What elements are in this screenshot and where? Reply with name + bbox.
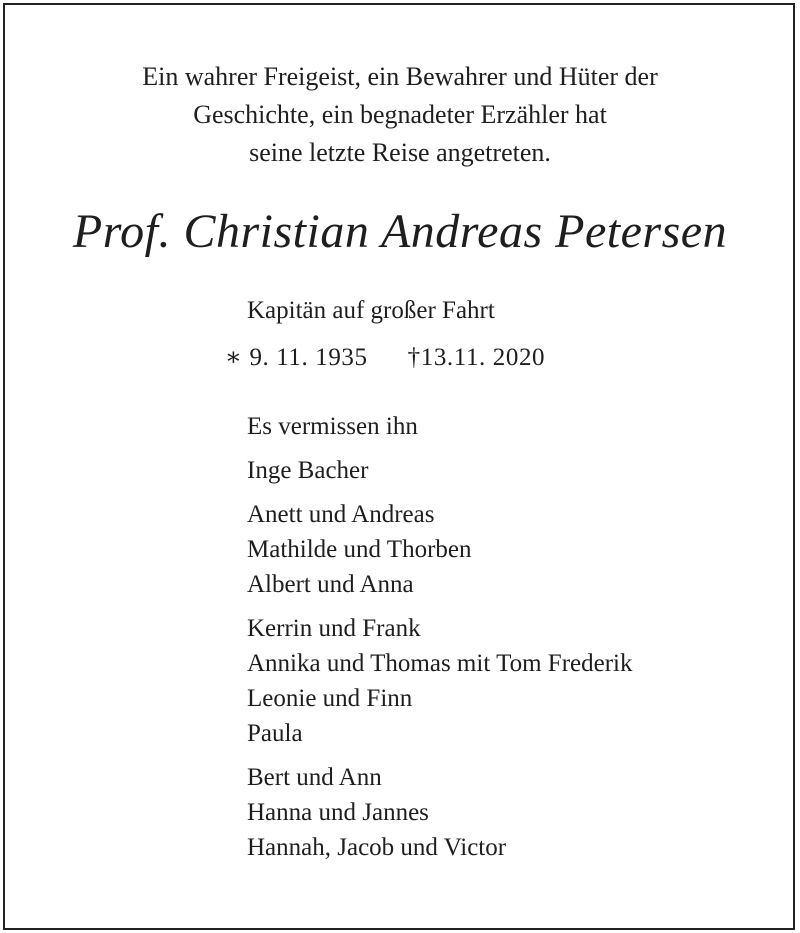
mourner-name: Albert und Anna [247,571,414,598]
mourner-name: Leonie und Finn [247,685,413,712]
intro-line: Ein wahrer Freigeist, ein Bewahrer und Hüter der [142,62,658,91]
deceased-name: Prof. Christian Andreas Petersen [72,205,728,258]
death-date: †13.11. 2020 [407,344,546,371]
deceased-title: Kapitän auf großer Fahrt [247,297,495,324]
intro-text [0,58,800,172]
mourner-name: Paula [247,720,303,747]
intro-line: seine letzte Reise angetreten. [249,138,551,167]
intro-line: Geschichte, ein begnadeter Erzähler hat [193,100,607,129]
mourner-group [247,611,633,751]
mourner-group [247,497,633,602]
mourner-name: Bert und Ann [247,764,382,791]
birth-date: ∗ 9. 11. 1935 [225,344,368,371]
mourner-name: Hanna und Jannes [247,799,429,826]
mourner-name: Kerrin und Frank [247,615,421,642]
mourner-name: Inge Bacher [247,457,369,484]
mourner-group [247,453,633,488]
mourner-name: Annika und Thomas mit Tom Frederik [247,650,633,677]
mourner-group [247,760,633,865]
mourner-name: Mathilde und Thorben [247,536,472,563]
mourner-name: Anett und Andreas [247,501,435,528]
mourner-name: Hannah, Jacob und Victor [247,834,507,861]
mourners-list [247,409,633,874]
life-dates [225,341,545,375]
mourners-lead: Es vermissen ihn [247,413,418,440]
